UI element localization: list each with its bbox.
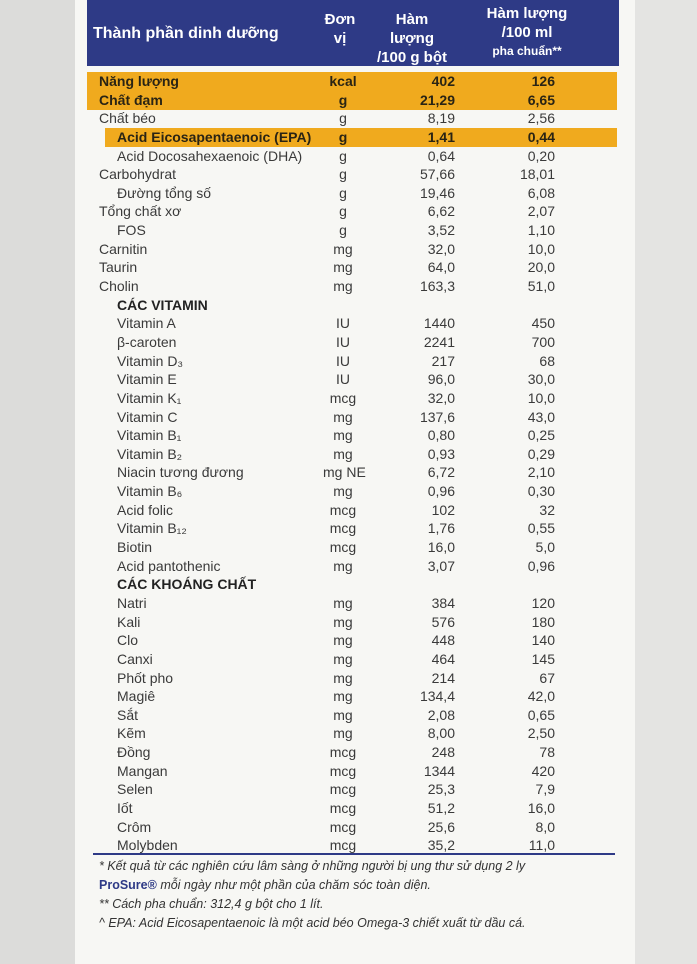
section-heading [75,296,635,315]
per-100g-cell: 464 [431,650,455,667]
unit-cell: g [339,110,347,127]
unit-cell: mg [333,427,353,444]
nutrient-name: Canxi [117,650,153,667]
nutrient-name: Acid folic [117,501,174,518]
per-100g-cell: 1344 [423,762,455,779]
nutrient-name: CÁC KHOÁNG CHẤT [117,576,257,593]
table-row [75,109,635,128]
section-heading [75,575,635,594]
nutrient-name: Molybden [117,837,178,854]
unit-cell: IU [336,315,350,332]
per-100g-cell: 8,19 [427,110,455,127]
per-100ml-cell: 30,0 [527,371,555,388]
nutrient-name: Vitamin A [117,315,176,332]
per-100ml-cell: 6,08 [527,184,555,201]
table-row [75,184,635,203]
per-100ml-cell: 42,0 [527,688,555,705]
table-row [75,202,635,221]
per-100g-cell: 0,80 [427,427,455,444]
table-row [75,594,635,613]
nutrient-name: Mangan [117,762,168,779]
unit-cell: mcg [329,781,357,798]
unit-cell: mg [333,445,353,462]
per-100g-cell: 102 [431,501,455,518]
table-row [75,482,635,501]
per-100g-cell: 2241 [423,333,455,350]
per-100g-cell: 1,76 [427,520,455,537]
footnote-1: * Kết quả từ các nghiên cứu lâm sàng ở những người bị ung thư sử dụng 2 ly ProSure® mỗi ngày như một phần của chăm sóc toàn diện. [99,859,526,892]
table-row [75,687,635,706]
per-100g-cell: 6,62 [427,203,455,220]
per-100ml-cell: 2,50 [527,725,555,742]
nutrient-name: Magiê [117,688,156,705]
per-100ml-cell: 67 [539,669,555,686]
table-row [75,501,635,520]
per-100g-cell: 384 [431,594,455,611]
table-row [75,538,635,557]
nutrient-name: Clo [117,632,139,649]
nutrient-name: Cholin [99,278,139,295]
background-right [635,0,697,964]
per-100g-cell: 0,93 [427,445,455,462]
header-per-100ml: Hàm lượng /100 ml pha chuẩn** [486,5,568,58]
background-left [0,0,75,964]
per-100g-cell: 32,0 [427,240,455,257]
unit-cell: mg [333,632,353,649]
per-100g-cell: 25,3 [427,781,455,798]
nutrient-name: Carbohydrat [99,166,177,183]
nutrient-name: Selen [117,781,153,798]
nutrient-name: FOS [117,222,146,239]
unit-cell: mcg [329,520,357,537]
per-100ml-cell: 700 [531,333,555,350]
header-per-100g: Hàm lượng /100 g bột [376,11,447,66]
per-100g-cell: 32,0 [427,389,455,406]
per-100ml-cell: 10,0 [527,240,555,257]
per-100g-cell: 64,0 [427,259,455,276]
nutrient-name: Niacin tương đương [117,464,244,481]
per-100g-cell: 0,64 [427,147,455,164]
unit-cell: mcg [329,744,357,761]
table-row [75,762,635,781]
per-100g-cell: 448 [431,632,455,649]
per-100g-cell: 214 [431,669,455,686]
per-100ml-cell: 145 [531,650,555,667]
unit-cell: IU [336,333,350,350]
nutrient-name: Acid Docosahexaenoic (DHA) [117,147,303,164]
unit-cell: mg [333,706,353,723]
per-100ml-cell: 2,56 [527,110,555,127]
unit-cell: kcal [329,73,357,89]
per-100ml-cell: 78 [539,744,555,761]
table-row [75,258,635,277]
per-100ml-cell: 120 [531,594,555,611]
nutrient-name: CÁC VITAMIN [117,296,208,313]
unit-cell: mg [333,725,353,742]
per-100g-cell: 2,08 [427,706,455,723]
table-row [75,408,635,427]
table-row [75,277,635,296]
unit-cell: mcg [329,837,357,854]
unit-cell: g [339,184,347,201]
nutrient-name: Vitamin B₁ [117,427,182,444]
table-row [75,333,635,352]
per-100g-cell: 576 [431,613,455,630]
table-row [75,389,635,408]
per-100ml-cell: 0,55 [527,520,555,537]
nutrient-name: Acid pantothenic [117,557,221,574]
nutrition-label [75,0,635,964]
nutrient-name: Sắt [117,706,139,723]
per-100g-cell: 3,52 [427,222,455,239]
unit-cell: mg [333,259,353,276]
per-100ml-cell: 32 [539,501,555,518]
brand-name: ProSure® [99,878,157,892]
unit-cell: g [339,222,347,239]
table-row [75,669,635,688]
unit-cell: mg [333,557,353,574]
per-100ml-cell: 126 [531,73,555,89]
per-100g-cell: 57,66 [419,166,455,183]
nutrient-name: Vitamin B₂ [117,445,183,462]
table-row [75,631,635,650]
per-100g-cell: 248 [431,744,455,761]
unit-cell: g [339,166,347,183]
unit-cell: mcg [329,799,357,816]
nutrient-name: Vitamin E [117,371,177,388]
nutrient-name: Crôm [117,818,152,835]
per-100g-cell: 0,96 [427,483,455,500]
per-100g-cell: 217 [431,352,455,369]
table-row [75,128,635,147]
nutrient-name: Kali [117,613,141,630]
table-row [75,463,635,482]
per-100g-cell: 134,4 [419,688,455,705]
nutrient-name: Tổng chất xơ [99,203,182,220]
per-100g-cell: 3,07 [427,557,455,574]
nutrient-name: Vitamin D₃ [117,352,184,369]
nutrient-name: Đường tổng số [117,184,212,201]
unit-cell: mcg [329,762,357,779]
unit-cell: mcg [329,818,357,835]
table-row [75,557,635,576]
per-100ml-cell: 1,10 [527,222,555,239]
unit-cell: mg [333,278,353,295]
table-row [75,706,635,725]
per-100g-cell: 16,0 [427,539,455,556]
per-100g-cell: 25,6 [427,818,455,835]
table-row [75,426,635,445]
footnotes [99,857,619,933]
unit-cell: mg [333,594,353,611]
per-100ml-cell: 0,30 [527,483,555,500]
unit-cell: mg [333,483,353,500]
nutrient-name: β-caroten [117,333,177,350]
per-100ml-cell: 450 [531,315,555,332]
unit-cell: mg [333,688,353,705]
unit-cell: mcg [329,389,357,406]
nutrient-name: Chất béo [99,110,156,127]
per-100ml-cell: 16,0 [527,799,555,816]
per-100ml-cell: 2,10 [527,464,555,481]
unit-cell: IU [336,352,350,369]
per-100ml-cell: 0,25 [527,427,555,444]
footnote-3: ^ EPA: Acid Eicosapentaenoic là một acid béo Omega-3 chiết xuất từ dầu cá. [99,916,526,930]
per-100ml-cell: 68 [539,352,555,369]
nutrient-name: Chất đạm [99,91,163,108]
unit-cell: mg [333,613,353,630]
table-row [75,91,635,110]
table-row [75,743,635,762]
per-100ml-cell: 0,44 [527,128,555,145]
nutrient-name: Vitamin K₁ [117,389,182,406]
header-nutrient: Thành phần dinh dưỡng [93,25,279,42]
per-100ml-cell: 6,65 [527,91,555,108]
per-100ml-cell: 7,9 [535,781,555,798]
table-row [75,818,635,837]
per-100ml-cell: 11,0 [528,837,555,854]
unit-cell: mcg [329,539,357,556]
per-100g-cell: 137,6 [419,408,455,425]
nutrient-name: Taurin [99,259,138,276]
per-100g-cell: 19,46 [419,184,455,201]
table-row [75,780,635,799]
unit-cell: mg [333,650,353,667]
unit-cell: mg NE [323,464,366,481]
table-row [75,445,635,464]
unit-cell: mcg [329,501,357,518]
per-100ml-cell: 0,29 [527,445,555,462]
table-row [75,221,635,240]
per-100g-cell: 21,29 [419,91,455,108]
nutrient-name: Năng lượng [99,73,179,89]
nutrient-name: Vitamin C [117,408,178,425]
unit-cell: g [339,147,347,164]
per-100ml-cell: 0,20 [527,147,555,164]
nutrient-name: Đồng [117,744,151,761]
unit-cell: IU [336,371,350,388]
unit-cell: g [338,91,348,108]
table-row [75,240,635,259]
table-row [75,314,635,333]
table-header [87,0,619,66]
nutrient-name: Carnitin [99,240,148,257]
nutrient-table [75,72,635,855]
nutrient-name: Phốt pho [117,669,174,686]
unit-cell: g [338,128,348,145]
per-100g-cell: 402 [431,73,455,89]
per-100g-cell: 1440 [423,315,455,332]
per-100ml-cell: 5,0 [535,539,555,556]
per-100ml-cell: 180 [531,613,555,630]
nutrient-name: Acid Eicosapentaenoic (EPA) [117,128,312,145]
footnote-2: ** Cách pha chuẩn: 312,4 g bột cho 1 lít. [99,897,324,911]
table-row [75,370,635,389]
unit-cell: g [339,203,347,220]
table-row [75,72,635,91]
per-100ml-cell: 20,0 [527,259,555,276]
header-unit: Đơn vị [324,11,356,47]
nutrient-name: Biotin [117,539,153,556]
nutrient-name: Iốt [117,799,133,816]
table-row [75,613,635,632]
table-row [75,147,635,166]
per-100ml-cell: 43,0 [527,408,555,425]
per-100g-cell: 96,0 [427,371,455,388]
notes-divider [93,853,615,855]
nutrient-name: Vitamin B₁₂ [117,520,187,537]
table-row [75,799,635,818]
per-100ml-cell: 10,0 [527,389,555,406]
per-100ml-cell: 420 [531,762,555,779]
table-row [75,519,635,538]
per-100g-cell: 35,2 [427,837,455,854]
per-100ml-cell: 51,0 [527,278,555,295]
unit-cell: mg [333,240,353,257]
per-100g-cell: 1,41 [427,128,455,145]
unit-cell: mg [333,669,353,686]
table-row [75,352,635,371]
table-row [75,165,635,184]
per-100ml-cell: 8,0 [535,818,555,835]
table-row [75,724,635,743]
nutrient-name: Natri [117,594,147,611]
table-row [75,650,635,669]
per-100ml-cell: 140 [531,632,555,649]
per-100ml-cell: 2,07 [527,203,555,220]
per-100g-cell: 51,2 [427,799,455,816]
per-100ml-cell: 0,65 [527,706,555,723]
per-100ml-cell: 0,96 [527,557,555,574]
per-100g-cell: 163,3 [419,278,455,295]
per-100g-cell: 8,00 [427,725,455,742]
nutrient-name: Kẽm [117,725,146,742]
per-100g-cell: 6,72 [427,464,455,481]
unit-cell: mg [333,408,353,425]
nutrient-name: Vitamin B₆ [117,483,183,500]
per-100ml-cell: 18,01 [519,166,555,183]
